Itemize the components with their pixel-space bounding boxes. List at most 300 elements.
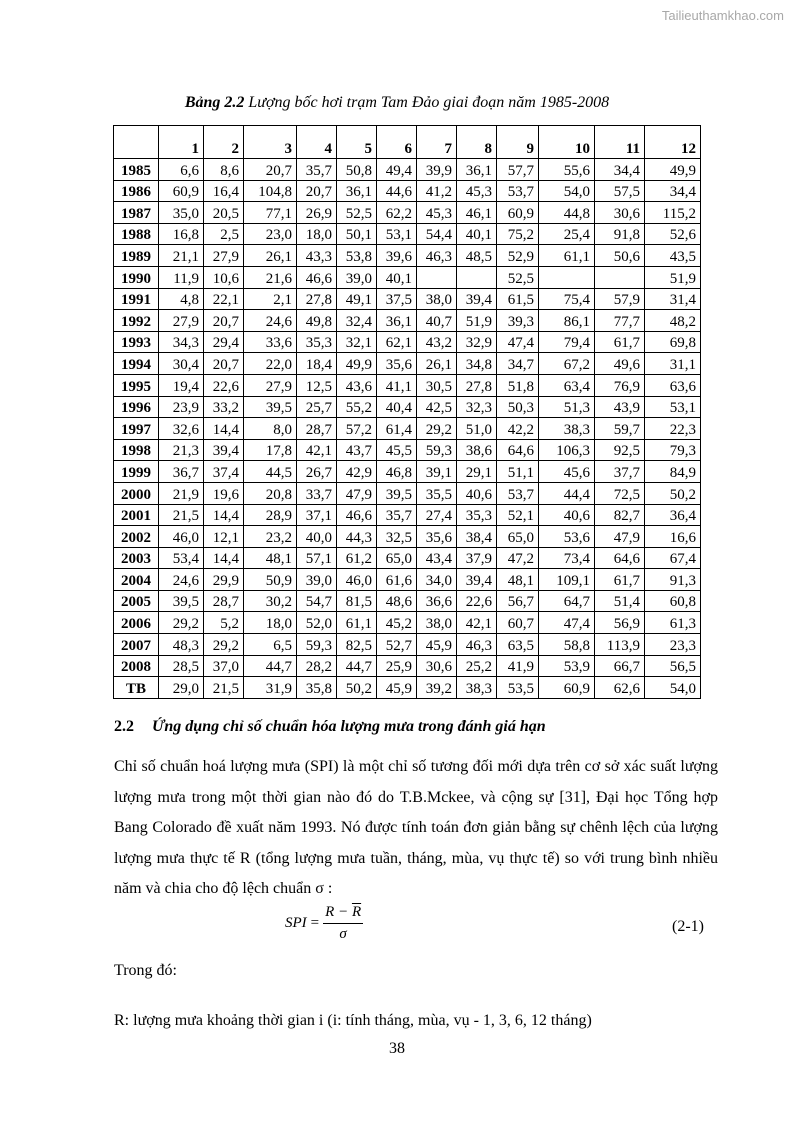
value-cell: 30,4 xyxy=(159,353,204,375)
value-cell: 59,3 xyxy=(297,634,337,656)
value-cell: 18,4 xyxy=(297,353,337,375)
value-cell: 33,2 xyxy=(204,396,244,418)
value-cell: 12,1 xyxy=(204,526,244,548)
value-cell: 58,8 xyxy=(539,634,595,656)
value-cell: 37,4 xyxy=(204,461,244,483)
value-cell: 49,1 xyxy=(337,288,377,310)
value-cell: 51,4 xyxy=(595,590,645,612)
value-cell: 57,7 xyxy=(497,159,539,181)
value-cell: 21,5 xyxy=(204,677,244,699)
month-header: 7 xyxy=(417,126,457,159)
value-cell: 63,6 xyxy=(645,374,701,396)
value-cell: 66,7 xyxy=(595,655,645,677)
formula-num-r: R xyxy=(325,904,335,920)
year-cell: 1997 xyxy=(114,418,159,440)
year-cell: 2002 xyxy=(114,526,159,548)
value-cell: 25,2 xyxy=(457,655,497,677)
value-cell: 65,0 xyxy=(377,547,417,569)
value-cell: 37,0 xyxy=(204,655,244,677)
value-cell: 54,0 xyxy=(645,677,701,699)
value-cell: 43,5 xyxy=(645,245,701,267)
value-cell: 104,8 xyxy=(244,180,297,202)
value-cell: 20,7 xyxy=(204,353,244,375)
value-cell: 22,3 xyxy=(645,418,701,440)
value-cell: 24,6 xyxy=(244,310,297,332)
value-cell: 61,4 xyxy=(377,418,417,440)
value-cell: 54,7 xyxy=(297,590,337,612)
table-row xyxy=(114,547,701,569)
table-corner-cell xyxy=(114,126,159,159)
value-cell: 75,4 xyxy=(539,288,595,310)
table-row xyxy=(114,590,701,612)
value-cell: 64,6 xyxy=(595,547,645,569)
table-row xyxy=(114,180,701,202)
value-cell: 49,6 xyxy=(595,353,645,375)
value-cell: 27,9 xyxy=(244,374,297,396)
body-paragraph: Chỉ số chuẩn hoá lượng mưa (SPI) là một chỉ số tương đối mới dựa trên cơ sở xác suất lượng lượng mưa trong một thời gian nào đó do T.B.Mckee, và cộng sự [31], Đại học Tổng hợp Bang Colorado đề xuất năm 1993. Nó được tính toán đơn giản bằng sự chênh lệch của lượng lượng mưa thực tế R (tổng lượng mưa tuần, tháng, mùa, vụ thực tế) so với trung bình nhiều năm và chia cho độ lệch chuẩn σ : xyxy=(114,758,718,898)
value-cell: 43,2 xyxy=(417,331,457,353)
value-cell: 43,3 xyxy=(297,245,337,267)
value-cell: 60,7 xyxy=(497,612,539,634)
value-cell: 35,5 xyxy=(417,482,457,504)
value-cell: 35,3 xyxy=(457,504,497,526)
year-cell: 1988 xyxy=(114,223,159,245)
table-row xyxy=(114,569,701,591)
year-cell: 2003 xyxy=(114,547,159,569)
value-cell: 81,5 xyxy=(337,590,377,612)
formula-denominator: σ xyxy=(339,926,347,942)
table-header-row xyxy=(114,126,701,159)
value-cell: 25,4 xyxy=(539,223,595,245)
value-cell: 73,4 xyxy=(539,547,595,569)
value-cell: 42,2 xyxy=(497,418,539,440)
value-cell: 38,3 xyxy=(539,418,595,440)
value-cell: 53,7 xyxy=(497,482,539,504)
value-cell: 56,7 xyxy=(497,590,539,612)
value-cell: 64,7 xyxy=(539,590,595,612)
value-cell: 44,6 xyxy=(377,180,417,202)
value-cell: 48,1 xyxy=(497,569,539,591)
value-cell: 28,5 xyxy=(159,655,204,677)
value-cell: 48,5 xyxy=(457,245,497,267)
value-cell: 43,4 xyxy=(417,547,457,569)
watermark: Tailieuthamkhao.com xyxy=(661,8,784,23)
month-header: 8 xyxy=(457,126,497,159)
value-cell: 40,1 xyxy=(457,223,497,245)
value-cell: 92,5 xyxy=(595,439,645,461)
month-header: 5 xyxy=(337,126,377,159)
value-cell: 53,4 xyxy=(159,547,204,569)
value-cell: 41,9 xyxy=(497,655,539,677)
value-cell: 30,6 xyxy=(595,202,645,224)
value-cell: 53,5 xyxy=(497,677,539,699)
spi-formula xyxy=(285,904,363,943)
value-cell: 14,4 xyxy=(204,547,244,569)
value-cell: 26,1 xyxy=(244,245,297,267)
value-cell: 31,4 xyxy=(645,288,701,310)
value-cell: 23,3 xyxy=(645,634,701,656)
value-cell: 39,4 xyxy=(457,288,497,310)
value-cell: 40,4 xyxy=(377,396,417,418)
value-cell: 62,2 xyxy=(377,202,417,224)
value-cell: 45,2 xyxy=(377,612,417,634)
value-cell: 18,0 xyxy=(244,612,297,634)
value-cell: 21,1 xyxy=(159,245,204,267)
month-header: 4 xyxy=(297,126,337,159)
value-cell: 37,5 xyxy=(377,288,417,310)
value-cell: 38,3 xyxy=(457,677,497,699)
value-cell: 40,6 xyxy=(539,504,595,526)
value-cell: 25,7 xyxy=(297,396,337,418)
value-cell: 61,5 xyxy=(497,288,539,310)
value-cell: 6,5 xyxy=(244,634,297,656)
value-cell: 51,1 xyxy=(497,461,539,483)
caption-label: Bảng 2.2 xyxy=(184,94,245,111)
value-cell: 22,0 xyxy=(244,353,297,375)
value-cell: 27,8 xyxy=(457,374,497,396)
value-cell xyxy=(457,266,497,288)
value-cell: 20,5 xyxy=(204,202,244,224)
value-cell: 82,5 xyxy=(337,634,377,656)
table-row xyxy=(114,461,701,483)
value-cell: 6,6 xyxy=(159,159,204,181)
value-cell: 35,6 xyxy=(417,526,457,548)
year-cell: 1993 xyxy=(114,331,159,353)
value-cell: 22,6 xyxy=(204,374,244,396)
year-cell: 1985 xyxy=(114,159,159,181)
value-cell: 33,7 xyxy=(297,482,337,504)
value-cell: 52,5 xyxy=(497,266,539,288)
value-cell: 4,8 xyxy=(159,288,204,310)
value-cell: 53,9 xyxy=(539,655,595,677)
value-cell: 52,6 xyxy=(645,223,701,245)
value-cell: 75,2 xyxy=(497,223,539,245)
value-cell: 2,1 xyxy=(244,288,297,310)
value-cell: 22,6 xyxy=(457,590,497,612)
value-cell: 29,2 xyxy=(417,418,457,440)
value-cell: 44,3 xyxy=(337,526,377,548)
equation-number: (2-1) xyxy=(672,918,704,935)
value-cell: 34,4 xyxy=(645,180,701,202)
value-cell: 37,9 xyxy=(457,547,497,569)
value-cell: 57,2 xyxy=(337,418,377,440)
value-cell: 38,6 xyxy=(457,439,497,461)
value-cell: 42,5 xyxy=(417,396,457,418)
value-cell: 49,9 xyxy=(645,159,701,181)
value-cell: 45,3 xyxy=(457,180,497,202)
value-cell xyxy=(417,266,457,288)
value-cell: 60,8 xyxy=(645,590,701,612)
value-cell: 34,8 xyxy=(457,353,497,375)
value-cell: 16,8 xyxy=(159,223,204,245)
value-cell: 60,9 xyxy=(159,180,204,202)
value-cell: 47,4 xyxy=(497,331,539,353)
value-cell: 67,2 xyxy=(539,353,595,375)
value-cell: 39,5 xyxy=(244,396,297,418)
value-cell: 61,7 xyxy=(595,569,645,591)
value-cell: 46,0 xyxy=(337,569,377,591)
value-cell: 16,6 xyxy=(645,526,701,548)
value-cell: 32,5 xyxy=(377,526,417,548)
value-cell: 45,9 xyxy=(417,634,457,656)
value-cell: 45,9 xyxy=(377,677,417,699)
value-cell: 31,1 xyxy=(645,353,701,375)
value-cell: 37,1 xyxy=(297,504,337,526)
value-cell: 39,4 xyxy=(204,439,244,461)
value-cell: 46,8 xyxy=(377,461,417,483)
value-cell: 29,2 xyxy=(159,612,204,634)
value-cell: 31,9 xyxy=(244,677,297,699)
formula-numerator xyxy=(323,904,363,924)
value-cell: 23,9 xyxy=(159,396,204,418)
value-cell: 14,4 xyxy=(204,504,244,526)
value-cell: 52,7 xyxy=(377,634,417,656)
page-number: 38 xyxy=(389,1040,405,1057)
value-cell: 47,2 xyxy=(497,547,539,569)
value-cell: 46,6 xyxy=(297,266,337,288)
value-cell: 79,4 xyxy=(539,331,595,353)
value-cell: 44,7 xyxy=(337,655,377,677)
value-cell: 35,7 xyxy=(377,504,417,526)
year-cell: 1994 xyxy=(114,353,159,375)
value-cell: 44,8 xyxy=(539,202,595,224)
table-row xyxy=(114,266,701,288)
month-header: 3 xyxy=(244,126,297,159)
value-cell: 91,8 xyxy=(595,223,645,245)
value-cell: 34,7 xyxy=(497,353,539,375)
value-cell: 46,0 xyxy=(159,526,204,548)
value-cell: 36,4 xyxy=(645,504,701,526)
value-cell: 61,2 xyxy=(337,547,377,569)
value-cell: 41,2 xyxy=(417,180,457,202)
value-cell: 40,6 xyxy=(457,482,497,504)
value-cell: 47,9 xyxy=(337,482,377,504)
value-cell: 19,6 xyxy=(204,482,244,504)
value-cell: 60,9 xyxy=(539,677,595,699)
month-header: 9 xyxy=(497,126,539,159)
value-cell: 21,9 xyxy=(159,482,204,504)
value-cell: 57,9 xyxy=(595,288,645,310)
value-cell: 40,7 xyxy=(417,310,457,332)
value-cell: 20,7 xyxy=(204,310,244,332)
year-cell: 1991 xyxy=(114,288,159,310)
value-cell: 115,2 xyxy=(645,202,701,224)
table-row xyxy=(114,310,701,332)
value-cell: 45,5 xyxy=(377,439,417,461)
value-cell: 77,1 xyxy=(244,202,297,224)
table-row xyxy=(114,655,701,677)
value-cell: 53,7 xyxy=(497,180,539,202)
value-cell: 52,0 xyxy=(297,612,337,634)
value-cell: 48,2 xyxy=(645,310,701,332)
value-cell: 48,1 xyxy=(244,547,297,569)
value-cell: 5,2 xyxy=(204,612,244,634)
value-cell xyxy=(595,266,645,288)
value-cell: 45,3 xyxy=(417,202,457,224)
table-row xyxy=(114,612,701,634)
value-cell: 63,5 xyxy=(497,634,539,656)
month-header: 2 xyxy=(204,126,244,159)
value-cell: 40,0 xyxy=(297,526,337,548)
value-cell: 32,3 xyxy=(457,396,497,418)
section-number: 2.2 xyxy=(114,718,134,735)
value-cell: 113,9 xyxy=(595,634,645,656)
value-cell: 46,1 xyxy=(457,202,497,224)
value-cell: 35,0 xyxy=(159,202,204,224)
value-cell: 82,7 xyxy=(595,504,645,526)
year-cell: 1995 xyxy=(114,374,159,396)
value-cell: 43,9 xyxy=(595,396,645,418)
value-cell: 65,0 xyxy=(497,526,539,548)
r-definition: R: lượng mưa khoảng thời gian i (i: tính tháng, mùa, vụ - 1, 3, 6, 12 tháng) xyxy=(114,1012,592,1029)
value-cell: 38,4 xyxy=(457,526,497,548)
value-cell: 34,3 xyxy=(159,331,204,353)
value-cell: 67,4 xyxy=(645,547,701,569)
table-row xyxy=(114,288,701,310)
value-cell: 51,9 xyxy=(645,266,701,288)
value-cell: 43,6 xyxy=(337,374,377,396)
value-cell: 50,8 xyxy=(337,159,377,181)
value-cell: 47,4 xyxy=(539,612,595,634)
value-cell: 50,2 xyxy=(645,482,701,504)
value-cell: 44,5 xyxy=(244,461,297,483)
value-cell: 2,5 xyxy=(204,223,244,245)
table-row xyxy=(114,159,701,181)
formula-lhs: SPI xyxy=(285,915,307,931)
value-cell: 32,4 xyxy=(337,310,377,332)
value-cell: 77,7 xyxy=(595,310,645,332)
month-header: 11 xyxy=(595,126,645,159)
value-cell: 49,8 xyxy=(297,310,337,332)
value-cell: 14,4 xyxy=(204,418,244,440)
table-row xyxy=(114,202,701,224)
value-cell: 20,8 xyxy=(244,482,297,504)
value-cell: 21,5 xyxy=(159,504,204,526)
value-cell: 54,4 xyxy=(417,223,457,245)
year-cell: 1998 xyxy=(114,439,159,461)
value-cell: 42,9 xyxy=(337,461,377,483)
section-title: Ứng dụng chỉ số chuẩn hóa lượng mưa trong đánh giá hạn xyxy=(152,718,546,735)
table-row xyxy=(114,482,701,504)
value-cell: 61,7 xyxy=(595,331,645,353)
value-cell: 50,6 xyxy=(595,245,645,267)
table-row xyxy=(114,439,701,461)
month-header: 1 xyxy=(159,126,204,159)
table-caption xyxy=(0,94,794,112)
value-cell: 76,9 xyxy=(595,374,645,396)
value-cell: 59,3 xyxy=(417,439,457,461)
value-cell: 39,5 xyxy=(377,482,417,504)
value-cell: 45,6 xyxy=(539,461,595,483)
table-row xyxy=(114,331,701,353)
value-cell: 61,6 xyxy=(377,569,417,591)
value-cell: 35,8 xyxy=(297,677,337,699)
value-cell: 33,6 xyxy=(244,331,297,353)
year-cell: TB xyxy=(114,677,159,699)
year-cell: 2004 xyxy=(114,569,159,591)
value-cell: 39,5 xyxy=(159,590,204,612)
value-cell: 46,3 xyxy=(417,245,457,267)
value-cell: 84,9 xyxy=(645,461,701,483)
value-cell: 20,7 xyxy=(297,180,337,202)
value-cell: 52,9 xyxy=(497,245,539,267)
year-cell: 1989 xyxy=(114,245,159,267)
year-cell: 2001 xyxy=(114,504,159,526)
value-cell: 39,1 xyxy=(417,461,457,483)
value-cell: 49,9 xyxy=(337,353,377,375)
value-cell: 62,1 xyxy=(377,331,417,353)
value-cell: 44,4 xyxy=(539,482,595,504)
caption-text: Lượng bốc hơi trạm Tam Đảo giai đoạn năm 1985-2008 xyxy=(248,94,610,111)
value-cell: 64,6 xyxy=(497,439,539,461)
formula-equals: = xyxy=(310,915,320,931)
value-cell: 62,6 xyxy=(595,677,645,699)
value-cell: 109,1 xyxy=(539,569,595,591)
value-cell: 42,1 xyxy=(457,612,497,634)
value-cell: 52,5 xyxy=(337,202,377,224)
value-cell: 34,4 xyxy=(595,159,645,181)
value-cell: 40,1 xyxy=(377,266,417,288)
year-cell: 1999 xyxy=(114,461,159,483)
value-cell: 46,6 xyxy=(337,504,377,526)
value-cell: 51,9 xyxy=(457,310,497,332)
value-cell: 17,8 xyxy=(244,439,297,461)
year-cell: 2000 xyxy=(114,482,159,504)
value-cell: 57,5 xyxy=(595,180,645,202)
value-cell: 25,9 xyxy=(377,655,417,677)
evaporation-table xyxy=(113,125,701,699)
month-header: 10 xyxy=(539,126,595,159)
value-cell: 27,4 xyxy=(417,504,457,526)
value-cell: 50,3 xyxy=(497,396,539,418)
table-row xyxy=(114,504,701,526)
value-cell: 51,3 xyxy=(539,396,595,418)
value-cell: 34,0 xyxy=(417,569,457,591)
where-label: Trong đó: xyxy=(114,962,177,979)
table-row xyxy=(114,634,701,656)
value-cell: 11,9 xyxy=(159,266,204,288)
value-cell: 38,0 xyxy=(417,612,457,634)
value-cell: 30,5 xyxy=(417,374,457,396)
value-cell: 8,0 xyxy=(244,418,297,440)
value-cell: 57,1 xyxy=(297,547,337,569)
value-cell: 55,2 xyxy=(337,396,377,418)
formula-num-rbar: $\overline{R}$ xyxy=(351,904,362,920)
value-cell: 29,9 xyxy=(204,569,244,591)
value-cell: 42,1 xyxy=(297,439,337,461)
value-cell: 50,9 xyxy=(244,569,297,591)
value-cell: 53,1 xyxy=(645,396,701,418)
value-cell: 86,1 xyxy=(539,310,595,332)
value-cell: 53,1 xyxy=(377,223,417,245)
value-cell: 69,8 xyxy=(645,331,701,353)
value-cell: 28,7 xyxy=(204,590,244,612)
value-cell: 39,6 xyxy=(377,245,417,267)
year-cell: 1987 xyxy=(114,202,159,224)
value-cell: 28,7 xyxy=(297,418,337,440)
value-cell: 39,9 xyxy=(417,159,457,181)
value-cell: 59,7 xyxy=(595,418,645,440)
value-cell: 48,3 xyxy=(159,634,204,656)
value-cell: 23,0 xyxy=(244,223,297,245)
value-cell: 19,4 xyxy=(159,374,204,396)
table-row xyxy=(114,245,701,267)
value-cell: 18,0 xyxy=(297,223,337,245)
table-row xyxy=(114,223,701,245)
value-cell: 23,2 xyxy=(244,526,297,548)
value-cell: 52,1 xyxy=(497,504,539,526)
value-cell: 54,0 xyxy=(539,180,595,202)
